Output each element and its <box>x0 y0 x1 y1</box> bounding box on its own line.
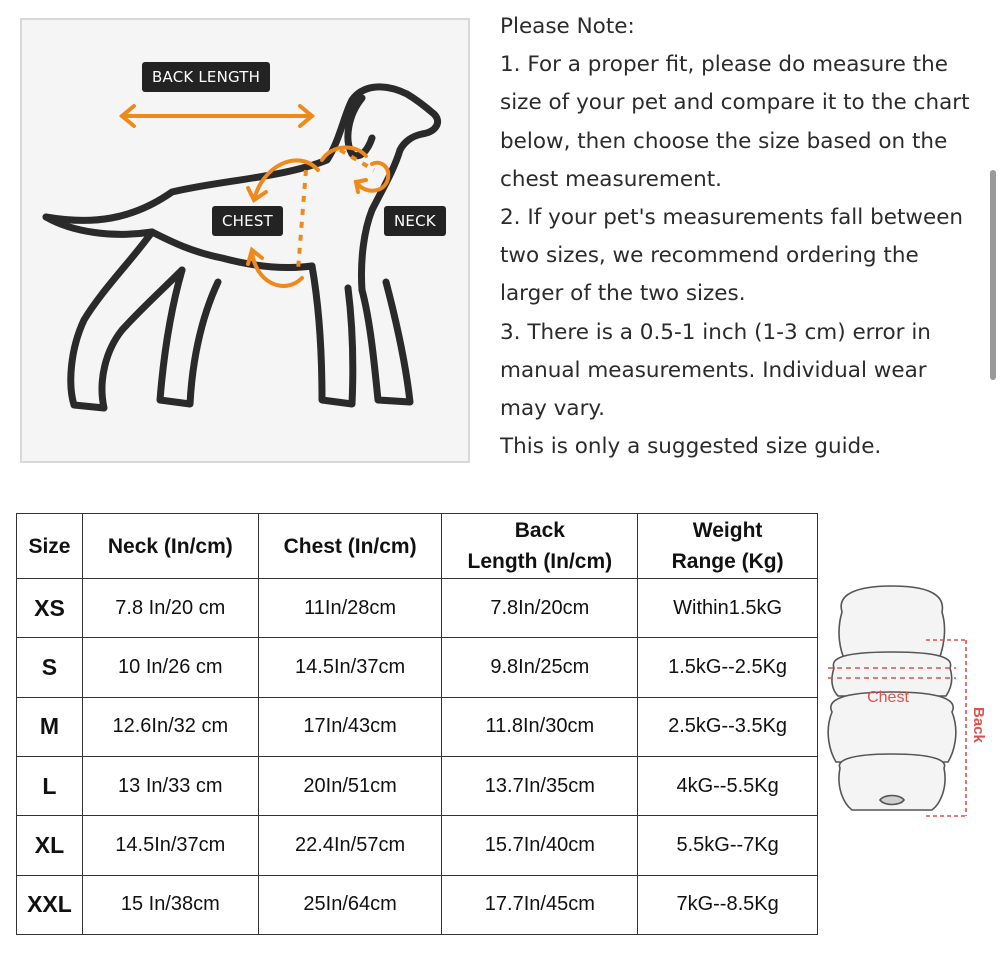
table-row <box>17 875 818 934</box>
jacket-chest-label: Chest <box>867 689 909 706</box>
table-row <box>17 697 818 756</box>
header-back-length <box>442 514 638 579</box>
neck-cell: 7.8 In/20 cm <box>82 579 258 638</box>
back-cell: 11.8In/30cm <box>442 697 638 756</box>
weight-cell: 4kG--5.5Kg <box>638 756 818 815</box>
size-cell: XL <box>17 816 83 875</box>
size-chart-table <box>16 513 818 935</box>
note-line: size of your pet and compare it to the chart <box>500 90 970 116</box>
weight-cell: 7kG--8.5Kg <box>638 875 818 934</box>
back-length-label: BACK LENGTH <box>142 62 270 92</box>
note-line: 2. If your pet's measurements fall between <box>500 205 964 231</box>
neck-cell: 14.5In/37cm <box>82 816 258 875</box>
chest-label: CHEST <box>212 206 283 236</box>
header-weight-line1: Weight <box>692 519 763 542</box>
note-line: two sizes, we recommend ordering the <box>500 243 919 269</box>
chest-cell: 20In/51cm <box>258 756 442 815</box>
table-row <box>17 756 818 815</box>
size-cell: XXL <box>17 875 83 934</box>
jacket-illustration <box>822 582 987 822</box>
size-cell: XS <box>17 579 83 638</box>
note-line: below, then choose the size based on the <box>500 128 948 154</box>
weight-cell: 5.5kG--7Kg <box>638 816 818 875</box>
chest-cell: 22.4In/57cm <box>258 816 442 875</box>
size-cell: M <box>17 697 83 756</box>
note-line: 3. There is a 0.5-1 inch (1-3 cm) error in <box>500 319 931 345</box>
note-line: 1. For a proper fit, please do measure the <box>500 52 948 78</box>
neck-cell: 10 In/26 cm <box>82 638 258 697</box>
note-line: chest measurement. <box>500 166 722 192</box>
table-row <box>17 638 818 697</box>
back-cell: 9.8In/25cm <box>442 638 638 697</box>
table-header-row <box>17 514 818 579</box>
header-chest: Chest (In/cm) <box>258 514 442 579</box>
header-back-line1: Back <box>514 519 565 542</box>
back-cell: 15.7In/40cm <box>442 816 638 875</box>
size-cell: L <box>17 756 83 815</box>
chest-cell: 17In/43cm <box>258 697 442 756</box>
neck-cell: 12.6In/32 cm <box>82 697 258 756</box>
note-line: larger of the two sizes. <box>500 281 746 307</box>
size-cell: S <box>17 638 83 697</box>
note-line: This is only a suggested size guide. <box>500 434 882 460</box>
size-notes <box>500 8 995 466</box>
chest-cell: 11In/28cm <box>258 579 442 638</box>
notes-title: Please Note: <box>500 14 635 39</box>
note-line: may vary. <box>500 396 605 422</box>
weight-cell: 2.5kG--3.5Kg <box>638 697 818 756</box>
header-weight-line2: Range (Kg) <box>671 550 784 573</box>
weight-cell: 1.5kG--2.5Kg <box>638 638 818 697</box>
chest-cell: 14.5In/37cm <box>258 638 442 697</box>
header-size: Size <box>17 514 83 579</box>
neck-label: NECK <box>384 206 446 236</box>
weight-cell: Within1.5kG <box>638 579 818 638</box>
scrollbar[interactable] <box>990 170 996 380</box>
table-row <box>17 579 818 638</box>
back-cell: 7.8In/20cm <box>442 579 638 638</box>
back-cell: 13.7In/35cm <box>442 756 638 815</box>
header-neck: Neck (In/cm) <box>82 514 258 579</box>
note-line: manual measurements. Individual wear <box>500 357 927 383</box>
jacket-back-label: Back <box>970 707 987 743</box>
neck-cell: 13 In/33 cm <box>82 756 258 815</box>
chest-cell: 25In/64cm <box>258 875 442 934</box>
dog-measurement-diagram <box>20 18 470 463</box>
header-back-line2: Length (In/cm) <box>467 550 613 573</box>
table-row <box>17 816 818 875</box>
back-cell: 17.7In/45cm <box>442 875 638 934</box>
header-weight <box>638 514 818 579</box>
neck-cell: 15 In/38cm <box>82 875 258 934</box>
